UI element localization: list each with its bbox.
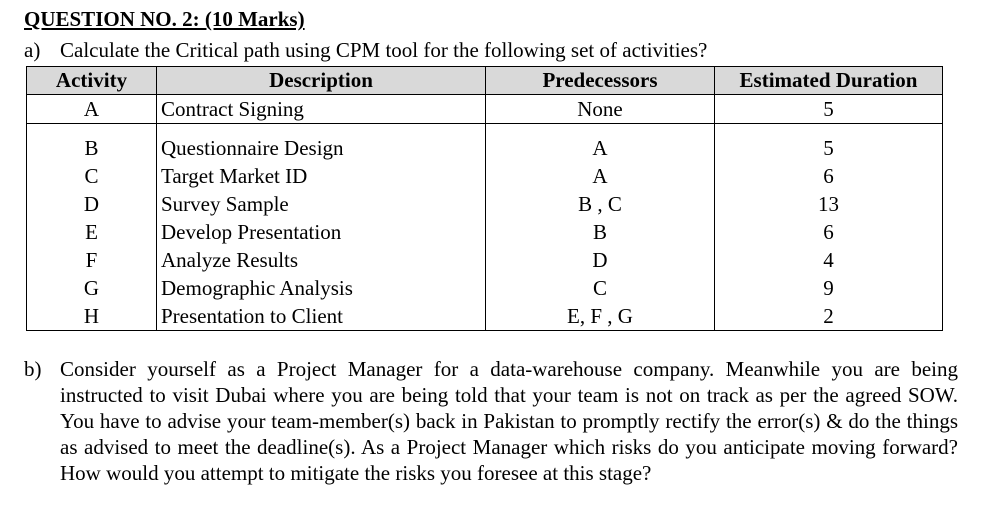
table-row <box>27 134 943 162</box>
cell-duration: 5 <box>715 134 943 162</box>
spacer-cell <box>157 124 486 135</box>
question-heading: QUESTION NO. 2: (10 Marks) <box>24 7 305 31</box>
part-b-prompt <box>24 356 958 486</box>
cell-description: Target Market ID <box>157 162 486 190</box>
table-header-row <box>27 67 943 95</box>
cell-duration: 9 <box>715 274 943 302</box>
cell-description: Demographic Analysis <box>157 274 486 302</box>
cell-description: Presentation to Client <box>157 302 486 331</box>
header-activity: Activity <box>27 67 157 95</box>
cell-activity: H <box>27 302 157 331</box>
cell-predecessors: A <box>486 134 715 162</box>
part-b-marker: b) <box>24 357 42 381</box>
table-row-spacer <box>27 124 943 135</box>
table-row <box>27 302 943 331</box>
part-b-text: Consider yourself as a Project Manager for a data-warehouse company. Meanwhile you are being instructed to visit Dubai where you are being told that your team is not on track as per the agreed SOW. You have to advise your team-member(s) back in Pakistan to promptly rectify the error(s) & do the things as advised to meet the deadline(s). As a Project Manager which risks do you anticipate moving forward? How would you attempt to mitigate the risks you foresee at this stage? <box>60 357 958 485</box>
cell-activity: F <box>27 246 157 274</box>
table-row <box>27 190 943 218</box>
cell-duration: 6 <box>715 162 943 190</box>
cell-predecessors: B , C <box>486 190 715 218</box>
cell-duration: 6 <box>715 218 943 246</box>
spacer-cell <box>715 124 943 135</box>
table-row <box>27 274 943 302</box>
header-predecessors: Predecessors <box>486 67 715 95</box>
part-a-marker: a) <box>24 38 41 62</box>
cell-description: Contract Signing <box>157 95 486 124</box>
cell-description: Develop Presentation <box>157 218 486 246</box>
cell-duration: 13 <box>715 190 943 218</box>
cell-description: Questionnaire Design <box>157 134 486 162</box>
table-row <box>27 246 943 274</box>
part-a-text: Calculate the Critical path using CPM tool for the following set of activities? <box>60 38 708 62</box>
cell-predecessors: None <box>486 95 715 124</box>
cell-predecessors: B <box>486 218 715 246</box>
cell-predecessors: E, F , G <box>486 302 715 331</box>
cell-description: Analyze Results <box>157 246 486 274</box>
cell-description: Survey Sample <box>157 190 486 218</box>
table-row <box>27 95 943 124</box>
cell-activity: B <box>27 134 157 162</box>
activities-table <box>26 66 943 331</box>
spacer-cell <box>486 124 715 135</box>
part-a-prompt <box>24 37 707 63</box>
cell-activity: D <box>27 190 157 218</box>
cell-duration: 4 <box>715 246 943 274</box>
cell-predecessors: C <box>486 274 715 302</box>
table-row <box>27 162 943 190</box>
header-duration: Estimated Duration <box>715 67 943 95</box>
cell-duration: 5 <box>715 95 943 124</box>
cell-predecessors: A <box>486 162 715 190</box>
cell-predecessors: D <box>486 246 715 274</box>
cell-activity: G <box>27 274 157 302</box>
header-description: Description <box>157 67 486 95</box>
cell-duration: 2 <box>715 302 943 331</box>
cell-activity: E <box>27 218 157 246</box>
table-row <box>27 218 943 246</box>
cell-activity: A <box>27 95 157 124</box>
spacer-cell <box>27 124 157 135</box>
cell-activity: C <box>27 162 157 190</box>
